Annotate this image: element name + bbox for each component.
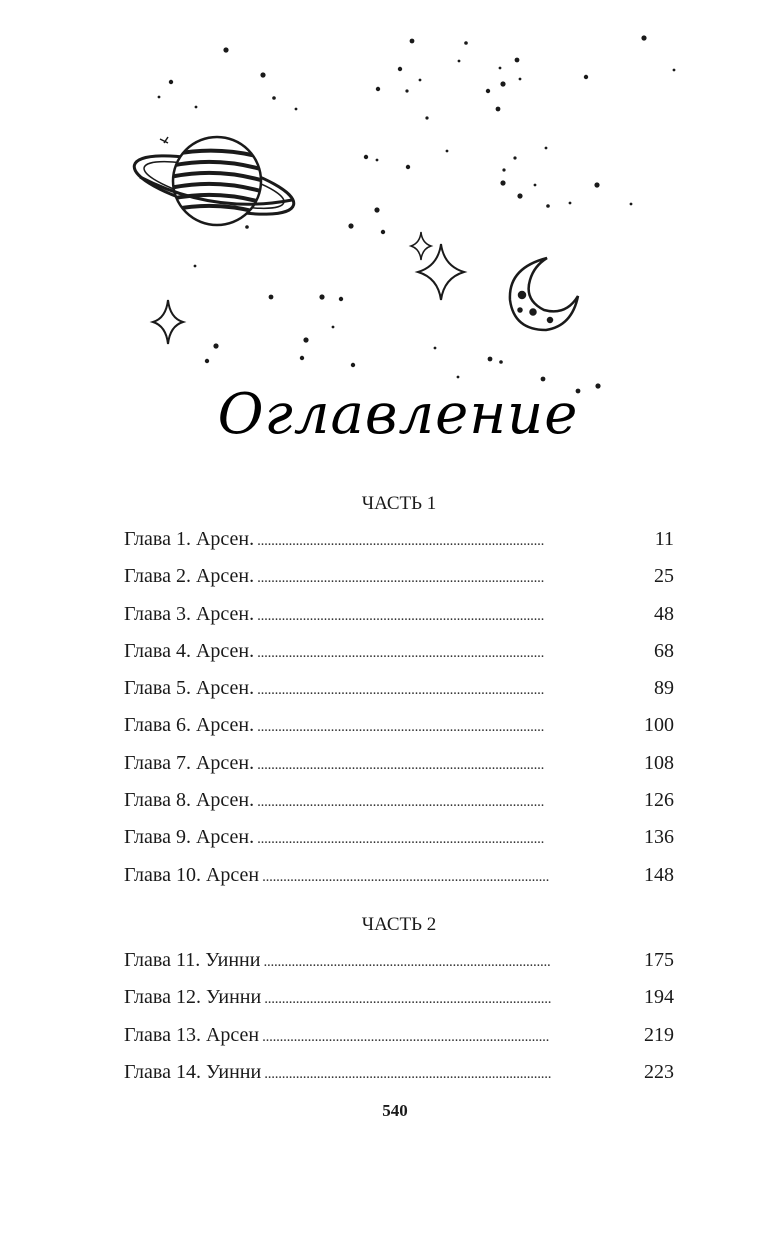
dot-leader [257, 821, 641, 858]
part-heading: ЧАСТЬ 1 [361, 493, 437, 514]
dot-leader [257, 672, 651, 709]
toc-entry[interactable] [124, 521, 674, 558]
chapter-title: Глава 1. Арсен. [124, 528, 255, 550]
toc-entry[interactable] [124, 819, 674, 856]
page-title: Оглавление [217, 382, 579, 447]
chapter-page: 108 [644, 751, 674, 774]
dot-leader [257, 560, 651, 597]
chapter-page: 68 [654, 639, 674, 662]
dot-leader [262, 859, 641, 896]
chapter-title: Глава 8. Арсен. [124, 789, 255, 812]
chapter-title: Глава 2. Арсен. [124, 565, 255, 588]
chapter-title: Глава 6. Арсен. [124, 714, 255, 737]
chapter-page: 136 [644, 826, 674, 849]
dot-leader [257, 598, 651, 635]
dot-leader [257, 709, 641, 746]
chapter-title: Глава 13. Арсен [124, 1023, 260, 1046]
chapter-page: 48 [654, 602, 674, 625]
chapter-page: 126 [644, 789, 674, 812]
chapter-title: Глава 9. Арсен. [124, 826, 255, 849]
chapter-page: 89 [654, 677, 674, 700]
toc-entry[interactable] [124, 857, 674, 894]
toc-entry[interactable] [124, 670, 674, 707]
chapter-title: Глава 14. Уинни [124, 1060, 262, 1083]
chapter-title: Глава 12. Уинни [124, 986, 262, 1009]
toc-entry[interactable] [124, 558, 674, 595]
table-of-contents [124, 487, 674, 1091]
space-illustration [0, 0, 768, 400]
chapter-page: 11 [654, 528, 674, 550]
dot-leader [264, 1056, 641, 1093]
dot-leader [257, 784, 641, 821]
chapter-title: Глава 11. Уинни [124, 948, 261, 971]
dot-leader [257, 747, 641, 784]
toc-entry[interactable] [124, 782, 674, 819]
sparkle-star-icon [153, 232, 464, 344]
dot-leader [262, 1019, 641, 1056]
chapter-page: 194 [644, 986, 674, 1009]
chapter-page: 219 [644, 1023, 674, 1046]
toc-entry[interactable] [124, 1017, 674, 1054]
toc-entry[interactable] [124, 1054, 674, 1091]
dot-leader [257, 635, 651, 672]
chapter-title: Глава 4. Арсен. [124, 639, 255, 662]
crescent-moon-icon [510, 258, 578, 330]
page-number: 540 [382, 1101, 408, 1120]
chapter-title: Глава 10. Арсен [124, 863, 260, 886]
chapter-title: Глава 7. Арсен. [124, 751, 255, 774]
chapter-title: Глава 3. Арсен. [124, 602, 255, 625]
dot-leader [263, 944, 641, 981]
dot-leader [257, 523, 652, 560]
chapter-page: 223 [644, 1060, 674, 1083]
toc-entry[interactable] [124, 707, 674, 744]
toc-entry[interactable] [124, 596, 674, 633]
part-heading: ЧАСТЬ 2 [361, 913, 437, 935]
chapter-page: 25 [654, 565, 674, 588]
toc-entry[interactable] [124, 745, 674, 782]
toc-entry[interactable] [124, 633, 674, 670]
chapter-page: 175 [644, 948, 674, 971]
toc-entry[interactable] [124, 979, 674, 1016]
chapter-page: 148 [644, 863, 674, 886]
toc-entry[interactable] [124, 942, 674, 979]
chapter-title: Глава 5. Арсен. [124, 677, 255, 700]
chapter-page: 100 [644, 714, 674, 737]
dot-leader [264, 981, 641, 1018]
planet-icon [129, 137, 299, 226]
